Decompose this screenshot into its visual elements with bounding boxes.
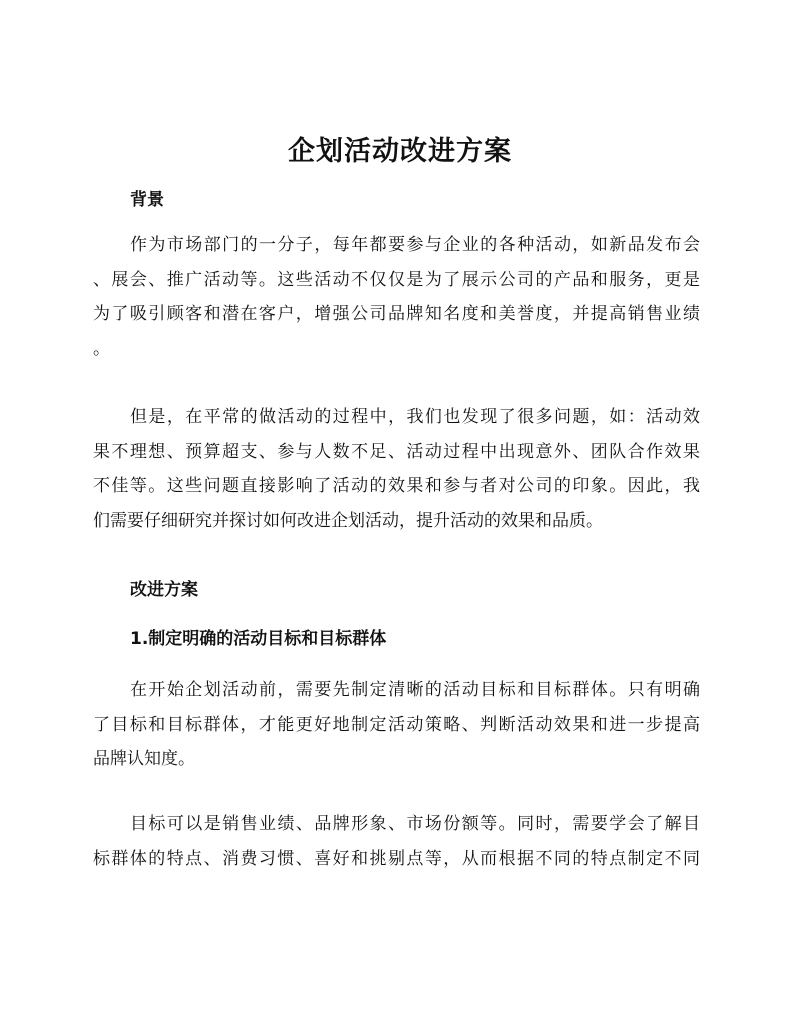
section-heading-background: 背景: [130, 190, 164, 210]
paragraph-background-1: [93, 228, 700, 366]
text-line: 不佳等。这些问题直接影响了活动的效果和参与者对公司的印象。因此，我: [93, 476, 700, 496]
paragraph-background-2: [93, 400, 700, 538]
text-line: 品牌认知度。: [93, 749, 195, 769]
section-heading-improvement-plan: 改进方案: [130, 580, 198, 600]
text-line: 果不理想、预算超支、参与人数不足、活动过程中出现意外、团队合作效果: [93, 441, 700, 462]
text-line: 们需要仔细研究并探讨如何改进企划活动，提升活动的效果和品质。: [93, 510, 603, 531]
text-line: 为了吸引顾客和潜在客户，增强公司品牌知名度和美誉度，并提高销售业绩: [93, 304, 700, 324]
document-title: 企划活动改进方案: [288, 136, 512, 167]
text-line: 作为市场部门的一分子，每年都要参与企业的各种活动，如新品发布会: [130, 235, 700, 255]
text-line: 标群体的特点、消费习惯、喜好和挑剔点等，从而根据不同的特点制定不同: [93, 848, 700, 869]
paragraph-item1-1: [93, 673, 700, 777]
text-line: 、展会、推广活动等。这些活动不仅仅是为了展示公司的产品和服务，更是: [93, 269, 700, 290]
text-line: 在开始企划活动前，需要先制定清晰的活动目标和目标群体。只有明确: [130, 680, 700, 700]
text-line: 了目标和目标群体，才能更好地制定活动策略、判断活动效果和进一步提高: [93, 714, 700, 735]
subsection-heading-item-1: 1.制定明确的活动目标和目标群体: [130, 629, 387, 649]
text-line: 但是，在平常的做活动的过程中，我们也发现了很多问题，如：活动效: [130, 407, 700, 427]
text-line: 。: [93, 338, 110, 359]
text-line: 目标可以是销售业绩、品牌形象、市场份额等。同时，需要学会了解目: [130, 814, 700, 834]
paragraph-item1-2: [93, 807, 700, 876]
